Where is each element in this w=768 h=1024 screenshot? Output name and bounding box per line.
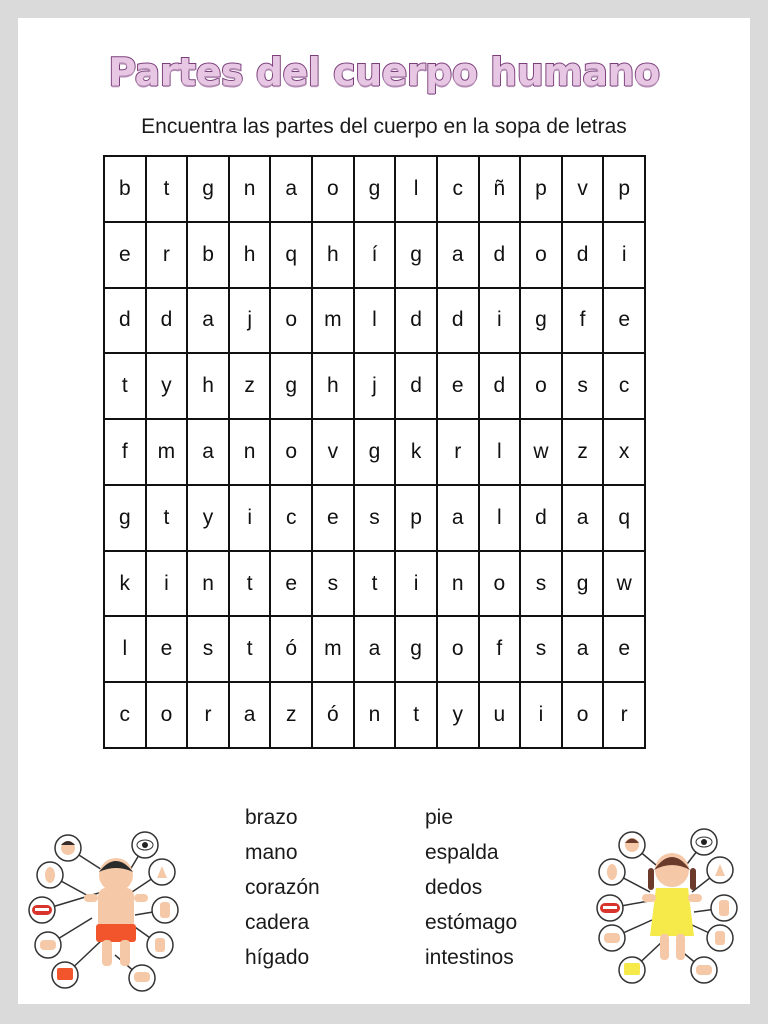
grid-cell: s bbox=[313, 552, 355, 618]
grid-cell: h bbox=[188, 354, 230, 420]
grid-cell: t bbox=[355, 552, 397, 618]
grid-cell: r bbox=[438, 420, 480, 486]
grid-cell: a bbox=[438, 486, 480, 552]
grid-cell: t bbox=[230, 552, 272, 618]
grid-cell: k bbox=[105, 552, 147, 618]
boy-figure bbox=[84, 858, 148, 966]
word-list-item: mano bbox=[245, 841, 298, 864]
grid-cell: l bbox=[105, 617, 147, 683]
grid-cell: j bbox=[355, 354, 397, 420]
word-list-item: espalda bbox=[425, 841, 499, 864]
word-list-item: estómago bbox=[425, 911, 518, 934]
grid-cell: s bbox=[188, 617, 230, 683]
grid-cell: d bbox=[396, 354, 438, 420]
grid-cell: l bbox=[480, 486, 522, 552]
grid-cell: s bbox=[563, 354, 605, 420]
grid-cell: e bbox=[105, 223, 147, 289]
word-list-item: pie bbox=[425, 806, 454, 829]
word-search-grid bbox=[103, 155, 646, 749]
grid-cell: d bbox=[521, 486, 563, 552]
grid-cell: i bbox=[396, 552, 438, 618]
grid-cell: f bbox=[563, 289, 605, 355]
grid-cell: l bbox=[396, 157, 438, 223]
grid-cell: o bbox=[271, 289, 313, 355]
grid-cell: a bbox=[438, 223, 480, 289]
grid-cell: ó bbox=[313, 683, 355, 749]
grid-cell: t bbox=[147, 157, 189, 223]
grid-cell: y bbox=[438, 683, 480, 749]
grid-cell: m bbox=[147, 420, 189, 486]
grid-cell: w bbox=[521, 420, 563, 486]
grid-cell: d bbox=[563, 223, 605, 289]
grid-cell: p bbox=[521, 157, 563, 223]
grid-cell: d bbox=[480, 223, 522, 289]
grid-cell: g bbox=[396, 617, 438, 683]
grid-cell: z bbox=[271, 683, 313, 749]
grid-cell: a bbox=[188, 289, 230, 355]
grid-cell: r bbox=[188, 683, 230, 749]
grid-cell: e bbox=[271, 552, 313, 618]
grid-cell: z bbox=[563, 420, 605, 486]
word-list-item: corazón bbox=[245, 876, 320, 899]
grid-cell: b bbox=[105, 157, 147, 223]
girl-figure bbox=[642, 853, 702, 960]
grid-cell: i bbox=[147, 552, 189, 618]
grid-cell: w bbox=[604, 552, 646, 618]
word-list-item: hígado bbox=[245, 946, 310, 969]
grid-cell: t bbox=[147, 486, 189, 552]
grid-cell: c bbox=[105, 683, 147, 749]
instructions: Encuentra las partes del cuerpo en la sopa de letras bbox=[141, 115, 627, 138]
grid-cell: q bbox=[604, 486, 646, 552]
grid-cell: n bbox=[188, 552, 230, 618]
grid-cell: o bbox=[480, 552, 522, 618]
word-list-item: cadera bbox=[245, 911, 310, 934]
grid-cell: ó bbox=[271, 617, 313, 683]
grid-cell: y bbox=[147, 354, 189, 420]
grid-cell: f bbox=[480, 617, 522, 683]
word-list-column-2 bbox=[425, 800, 517, 975]
grid-cell: n bbox=[438, 552, 480, 618]
grid-cell: e bbox=[147, 617, 189, 683]
grid-cell: r bbox=[604, 683, 646, 749]
grid-cell: i bbox=[230, 486, 272, 552]
grid-cell: t bbox=[396, 683, 438, 749]
grid-cell: d bbox=[147, 289, 189, 355]
grid-cell: s bbox=[521, 617, 563, 683]
grid-cell: o bbox=[563, 683, 605, 749]
word-list-item: dedos bbox=[425, 876, 483, 899]
grid-cell: o bbox=[313, 157, 355, 223]
grid-cell: g bbox=[188, 157, 230, 223]
grid-cell: k bbox=[396, 420, 438, 486]
grid-cell: a bbox=[563, 486, 605, 552]
grid-cell: ñ bbox=[480, 157, 522, 223]
grid-cell: e bbox=[313, 486, 355, 552]
grid-cell: a bbox=[563, 617, 605, 683]
grid-cell: y bbox=[188, 486, 230, 552]
grid-cell: m bbox=[313, 289, 355, 355]
grid-cell: o bbox=[521, 354, 563, 420]
grid-cell: t bbox=[105, 354, 147, 420]
grid-cell: í bbox=[355, 223, 397, 289]
grid-cell: j bbox=[230, 289, 272, 355]
grid-cell: e bbox=[604, 289, 646, 355]
grid-cell: d bbox=[438, 289, 480, 355]
grid-cell: f bbox=[105, 420, 147, 486]
grid-cell: o bbox=[521, 223, 563, 289]
grid-cell: m bbox=[313, 617, 355, 683]
grid-cell: v bbox=[313, 420, 355, 486]
grid-cell: h bbox=[313, 223, 355, 289]
grid-cell: t bbox=[230, 617, 272, 683]
grid-cell: s bbox=[355, 486, 397, 552]
grid-cell: a bbox=[230, 683, 272, 749]
grid-cell: e bbox=[604, 617, 646, 683]
grid-cell: q bbox=[271, 223, 313, 289]
grid-cell: a bbox=[271, 157, 313, 223]
grid-cell: n bbox=[230, 420, 272, 486]
grid-cell: c bbox=[438, 157, 480, 223]
grid-cell: g bbox=[105, 486, 147, 552]
grid-cell: g bbox=[396, 223, 438, 289]
grid-cell: n bbox=[230, 157, 272, 223]
grid-cell: v bbox=[563, 157, 605, 223]
boy-body-parts-illustration bbox=[20, 820, 200, 1000]
grid-cell: s bbox=[521, 552, 563, 618]
grid-cell: i bbox=[604, 223, 646, 289]
grid-cell: x bbox=[604, 420, 646, 486]
grid-cell: e bbox=[438, 354, 480, 420]
grid-cell: a bbox=[188, 420, 230, 486]
grid-cell: g bbox=[355, 420, 397, 486]
grid-cell: i bbox=[480, 289, 522, 355]
grid-cell: d bbox=[396, 289, 438, 355]
grid-cell: o bbox=[147, 683, 189, 749]
grid-cell: l bbox=[355, 289, 397, 355]
grid-cell: c bbox=[604, 354, 646, 420]
grid-cell: o bbox=[271, 420, 313, 486]
word-list-column-1 bbox=[245, 800, 320, 975]
grid-cell: b bbox=[188, 223, 230, 289]
grid-cell: p bbox=[396, 486, 438, 552]
grid-cell: l bbox=[480, 420, 522, 486]
word-list-item: intestinos bbox=[425, 946, 514, 969]
grid-cell: c bbox=[271, 486, 313, 552]
grid-cell: z bbox=[230, 354, 272, 420]
grid-cell: a bbox=[355, 617, 397, 683]
grid-cell: h bbox=[230, 223, 272, 289]
grid-cell: u bbox=[480, 683, 522, 749]
girl-body-parts-illustration bbox=[592, 820, 752, 1000]
grid-cell: g bbox=[355, 157, 397, 223]
grid-cell: g bbox=[271, 354, 313, 420]
grid-cell: n bbox=[355, 683, 397, 749]
grid-cell: i bbox=[521, 683, 563, 749]
grid-cell: g bbox=[521, 289, 563, 355]
grid-cell: h bbox=[313, 354, 355, 420]
grid-cell: d bbox=[480, 354, 522, 420]
grid-cell: o bbox=[438, 617, 480, 683]
page-title: Partes del cuerpo humano bbox=[108, 50, 660, 94]
grid-cell: g bbox=[563, 552, 605, 618]
grid-cell: p bbox=[604, 157, 646, 223]
word-list-item: brazo bbox=[245, 806, 298, 829]
grid-cell: r bbox=[147, 223, 189, 289]
grid-cell: d bbox=[105, 289, 147, 355]
